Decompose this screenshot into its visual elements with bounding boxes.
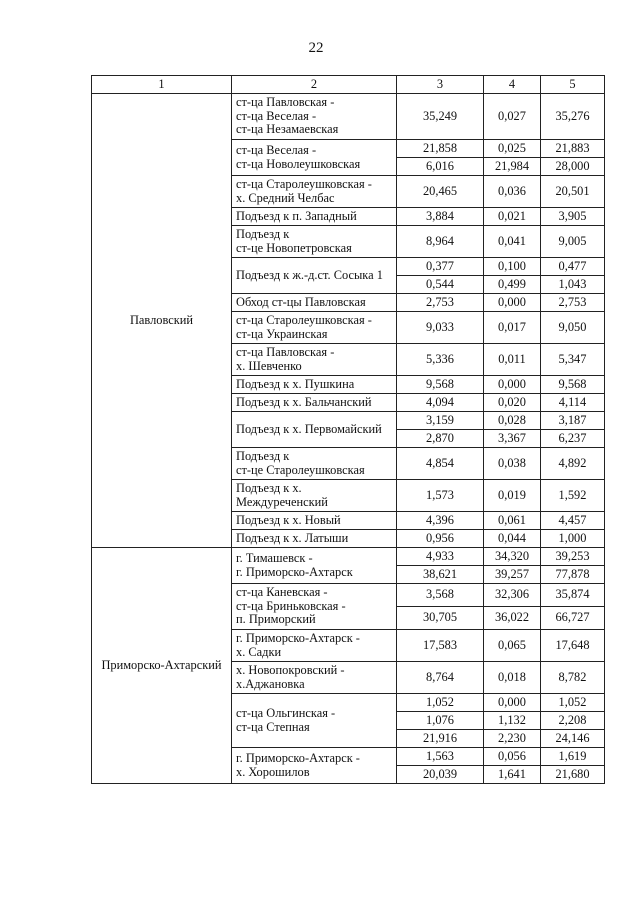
- value-col-5: 17,648: [541, 630, 605, 662]
- value-col-3: 1,573: [397, 480, 484, 512]
- header-cell: 4: [484, 76, 541, 94]
- value-col-3: 17,583: [397, 630, 484, 662]
- road-name-line: Подъезд к х. Первомайский: [236, 421, 382, 436]
- road-name: [232, 294, 397, 312]
- value-col-3: 1,563: [397, 748, 484, 766]
- value-col-3: 3,568: [397, 584, 484, 607]
- value-col-5: 1,592: [541, 480, 605, 512]
- road-name-line: Подъезд к ж.-д.ст. Сосыка 1: [236, 267, 383, 282]
- road-name-line: х. Новопокровский -: [236, 663, 345, 677]
- road-name: [232, 208, 397, 226]
- value-col-5: 35,276: [541, 94, 605, 140]
- road-name: [232, 376, 397, 394]
- value-col-5: 4,457: [541, 512, 605, 530]
- value-col-5: 28,000: [541, 158, 605, 176]
- value-col-5: 9,005: [541, 226, 605, 258]
- road-name-line: Междуреченский: [236, 494, 328, 509]
- value-col-4: 0,036: [484, 176, 541, 208]
- road-name-line: ст-ца Павловская -: [236, 95, 335, 110]
- value-col-5: 9,050: [541, 312, 605, 344]
- value-col-5: 4,892: [541, 448, 605, 480]
- value-col-5: 1,619: [541, 748, 605, 766]
- value-col-3: 30,705: [397, 607, 484, 630]
- road-name-line: г. Приморско-Ахтарск -: [236, 751, 360, 765]
- header-cell: 3: [397, 76, 484, 94]
- road-name-line: х. Хорошилов: [236, 764, 310, 779]
- value-col-3: 2,753: [397, 294, 484, 312]
- value-col-3: 0,544: [397, 276, 484, 294]
- table-row: [92, 548, 605, 566]
- value-col-4: 0,025: [484, 140, 541, 158]
- value-col-4: 0,038: [484, 448, 541, 480]
- value-col-3: 1,076: [397, 712, 484, 730]
- road-name-line: х. Средний Челбас: [236, 190, 335, 205]
- value-col-4: 0,100: [484, 258, 541, 276]
- district-name: Приморско-Ахтарский: [92, 548, 232, 784]
- road-name-line: г. Приморско-Ахтарск: [236, 564, 353, 579]
- value-col-5: 35,874: [541, 584, 605, 607]
- road-name: [232, 584, 397, 630]
- value-col-5: 21,680: [541, 766, 605, 784]
- road-name-line: ст-ца Старолеушковская -: [236, 177, 372, 191]
- road-name-line: Подъезд к х. Латыши: [236, 530, 349, 545]
- road-name-line: г. Тимашевск -: [236, 551, 313, 565]
- road-name-line: ст-це Старолеушковская: [236, 462, 365, 477]
- value-col-4: 1,132: [484, 712, 541, 730]
- value-col-3: 1,052: [397, 694, 484, 712]
- value-col-4: 0,021: [484, 208, 541, 226]
- value-col-4: 0,499: [484, 276, 541, 294]
- road-name-line: ст-ца Павловская -: [236, 345, 335, 359]
- road-name: [232, 548, 397, 584]
- road-name-line: ст-ца Бриньковская -: [236, 598, 346, 613]
- value-col-5: 1,043: [541, 276, 605, 294]
- value-col-4: 0,000: [484, 294, 541, 312]
- page-number: 22: [308, 40, 324, 56]
- value-col-3: 20,465: [397, 176, 484, 208]
- value-col-4: 34,320: [484, 548, 541, 566]
- value-col-5: 1,000: [541, 530, 605, 548]
- value-col-5: 2,753: [541, 294, 605, 312]
- value-col-3: 3,884: [397, 208, 484, 226]
- value-col-3: 21,916: [397, 730, 484, 748]
- road-name-line: Подъезд к х.: [236, 481, 302, 495]
- value-col-4: 36,022: [484, 607, 541, 630]
- value-col-3: 8,764: [397, 662, 484, 694]
- road-name-line: ст-ца Ольгинская -: [236, 706, 336, 720]
- value-col-4: 0,000: [484, 694, 541, 712]
- value-col-4: 1,641: [484, 766, 541, 784]
- road-name: [232, 258, 397, 294]
- road-name-line: х.Аджановка: [236, 676, 305, 691]
- value-col-4: 0,065: [484, 630, 541, 662]
- road-name: [232, 694, 397, 748]
- value-col-4: 0,056: [484, 748, 541, 766]
- value-col-4: 0,018: [484, 662, 541, 694]
- road-name-line: Подъезд к х. Пушкина: [236, 376, 355, 391]
- value-col-4: 0,020: [484, 394, 541, 412]
- value-col-5: 66,727: [541, 607, 605, 630]
- road-name: [232, 512, 397, 530]
- value-col-4: 32,306: [484, 584, 541, 607]
- value-col-3: 35,249: [397, 94, 484, 140]
- road-name-line: ст-ца Незамаевская: [236, 122, 339, 137]
- value-col-5: 21,883: [541, 140, 605, 158]
- road-name-line: г. Приморско-Ахтарск -: [236, 631, 360, 645]
- value-col-5: 9,568: [541, 376, 605, 394]
- road-name: [232, 448, 397, 480]
- road-name-line: Подъезд к п. Западный: [236, 208, 357, 223]
- table-row: [92, 94, 605, 140]
- value-col-5: 20,501: [541, 176, 605, 208]
- road-name: [232, 748, 397, 784]
- value-col-3: 9,568: [397, 376, 484, 394]
- value-col-5: 0,477: [541, 258, 605, 276]
- value-col-4: 0,027: [484, 94, 541, 140]
- value-col-5: 4,114: [541, 394, 605, 412]
- road-name-line: х. Шевченко: [236, 358, 302, 373]
- district-name: Павловский: [92, 94, 232, 548]
- header-cell: 1: [92, 76, 232, 94]
- road-name-line: ст-ца Веселая -: [236, 108, 317, 123]
- value-col-4: 0,028: [484, 412, 541, 430]
- value-col-3: 4,933: [397, 548, 484, 566]
- value-col-4: 0,011: [484, 344, 541, 376]
- value-col-4: 0,019: [484, 480, 541, 512]
- road-name-line: п. Приморский: [236, 612, 316, 627]
- value-col-4: 2,230: [484, 730, 541, 748]
- road-name: [232, 312, 397, 344]
- header-cell: 5: [541, 76, 605, 94]
- value-col-4: 0,041: [484, 226, 541, 258]
- value-col-5: 1,052: [541, 694, 605, 712]
- road-name-line: ст-ца Каневская -: [236, 585, 328, 600]
- value-col-5: 5,347: [541, 344, 605, 376]
- value-col-5: 39,253: [541, 548, 605, 566]
- value-col-4: 0,000: [484, 376, 541, 394]
- value-col-3: 21,858: [397, 140, 484, 158]
- road-name: [232, 412, 397, 448]
- value-col-3: 0,377: [397, 258, 484, 276]
- road-name: [232, 94, 397, 140]
- road-name-line: ст-це Новопетровская: [236, 240, 352, 255]
- value-col-4: 0,044: [484, 530, 541, 548]
- value-col-4: 0,017: [484, 312, 541, 344]
- value-col-4: 39,257: [484, 566, 541, 584]
- road-name: [232, 480, 397, 512]
- road-name-line: ст-ца Новолеушковская: [236, 156, 361, 171]
- road-name-line: Подъезд к: [236, 449, 290, 463]
- road-name: [232, 630, 397, 662]
- value-col-3: 4,396: [397, 512, 484, 530]
- road-name-line: Подъезд к: [236, 227, 290, 241]
- value-col-5: 6,237: [541, 430, 605, 448]
- value-col-3: 3,159: [397, 412, 484, 430]
- value-col-3: 8,964: [397, 226, 484, 258]
- road-name: [232, 140, 397, 176]
- value-col-3: 4,854: [397, 448, 484, 480]
- value-col-3: 5,336: [397, 344, 484, 376]
- data-table: [91, 75, 605, 784]
- value-col-4: 3,367: [484, 430, 541, 448]
- road-name: [232, 344, 397, 376]
- road-name-line: Обход ст-цы Павловская: [236, 294, 366, 309]
- value-col-5: 77,878: [541, 566, 605, 584]
- value-col-3: 6,016: [397, 158, 484, 176]
- road-name-line: Подъезд к х. Новый: [236, 512, 341, 527]
- road-name-line: ст-ца Степная: [236, 719, 310, 734]
- road-name: [232, 226, 397, 258]
- road-name-line: ст-ца Веселая -: [236, 143, 317, 157]
- header-row: [92, 76, 605, 94]
- value-col-3: 38,621: [397, 566, 484, 584]
- road-name-line: Подъезд к х. Бальчанский: [236, 394, 372, 409]
- value-col-3: 9,033: [397, 312, 484, 344]
- road-name-line: х. Садки: [236, 644, 282, 659]
- road-name: [232, 394, 397, 412]
- header-cell: 2: [232, 76, 397, 94]
- value-col-5: 24,146: [541, 730, 605, 748]
- value-col-3: 0,956: [397, 530, 484, 548]
- value-col-3: 2,870: [397, 430, 484, 448]
- value-col-5: 2,208: [541, 712, 605, 730]
- road-name: [232, 662, 397, 694]
- value-col-3: 4,094: [397, 394, 484, 412]
- value-col-3: 20,039: [397, 766, 484, 784]
- value-col-4: 21,984: [484, 158, 541, 176]
- value-col-5: 8,782: [541, 662, 605, 694]
- value-col-4: 0,061: [484, 512, 541, 530]
- road-name: [232, 176, 397, 208]
- value-col-5: 3,187: [541, 412, 605, 430]
- value-col-5: 3,905: [541, 208, 605, 226]
- road-name-line: ст-ца Старолеушковская -: [236, 313, 372, 327]
- road-name-line: ст-ца Украинская: [236, 326, 328, 341]
- road-name: [232, 530, 397, 548]
